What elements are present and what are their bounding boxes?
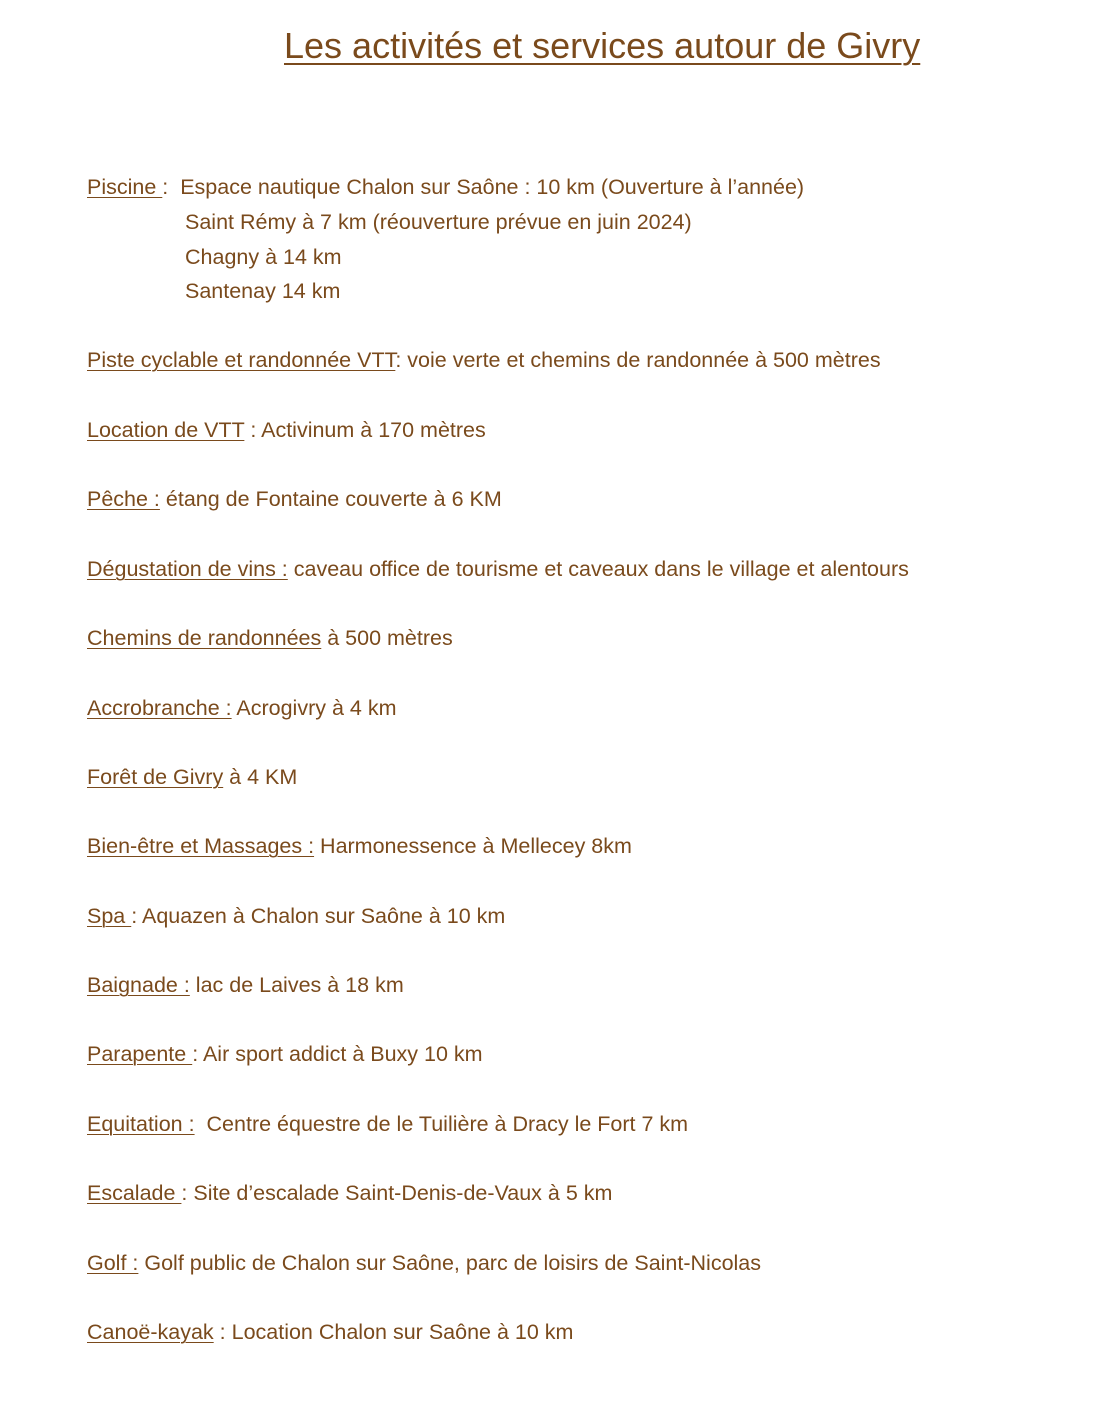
entry-label: Parapente — [87, 1042, 193, 1066]
entry-description: : Site d’escalade Saint-Denis-de-Vaux à 5 km — [181, 1181, 613, 1205]
entry-piste-cyclable — [87, 345, 881, 375]
entry-description: : Aquazen à Chalon sur Saône à 10 km — [131, 904, 506, 928]
entry-parapente — [87, 1039, 483, 1069]
entry-label: Spa — [87, 904, 132, 928]
entry-foret-givry — [87, 762, 297, 792]
entry-description: Centre équestre de le Tuilière à Dracy le Fort 7 km — [194, 1112, 689, 1136]
entry-label: Golf : — [87, 1251, 139, 1275]
entry-escalade — [87, 1178, 612, 1208]
entry-description: : voie verte et chemins de randonnée à 500 mètres — [395, 348, 881, 372]
entry-equitation — [87, 1109, 688, 1139]
entry-description: : Air sport addict à Buxy 10 km — [192, 1042, 483, 1066]
piscine-extra-line: Saint Rémy à 7 km (réouverture prévue en juin 2024) — [185, 210, 692, 234]
entry-description: étang de Fontaine couverte à 6 KM — [159, 487, 502, 511]
entry-label: Accrobranche : — [87, 696, 232, 720]
entry-label: Forêt de Givry — [87, 765, 224, 789]
entry-canoe-kayak — [87, 1317, 573, 1347]
entry-golf — [87, 1248, 761, 1278]
entry-label: Piscine — [87, 175, 163, 199]
entry-description: à 500 mètres — [321, 626, 453, 650]
entry-label: Location de VTT — [87, 418, 245, 442]
entry-peche — [87, 484, 502, 514]
entry-description: lac de Laives à 18 km — [189, 973, 404, 997]
entry-description: : Espace nautique Chalon sur Saône : 10 km (Ouverture à l’année) — [162, 175, 805, 199]
entry-label: Escalade — [87, 1181, 182, 1205]
entry-location-vtt — [87, 415, 486, 445]
entry-description: caveau office de tourisme et caveaux dans le village et alentours — [287, 557, 909, 581]
entry-label: Dégustation de vins : — [87, 557, 288, 581]
entry-baignade — [87, 970, 404, 1000]
entry-label: Pêche : — [87, 487, 160, 511]
entry-label: Canoë-kayak — [87, 1320, 214, 1344]
entry-description: : Location Chalon sur Saône à 10 km — [213, 1320, 574, 1344]
entry-description: : Activinum à 170 mètres — [244, 418, 486, 442]
entry-description: Golf public de Chalon sur Saône, parc de loisirs de Saint-Nicolas — [138, 1251, 762, 1275]
entry-spa — [87, 901, 505, 931]
entry-label: Equitation : — [87, 1112, 195, 1136]
entry-piscine — [87, 172, 804, 202]
entry-description: Acrogivry à 4 km — [231, 696, 397, 720]
entry-label: Piste cyclable et randonnée VTT — [87, 348, 396, 372]
piscine-extra-line: Chagny à 14 km — [185, 245, 342, 269]
entry-description: à 4 KM — [223, 765, 298, 789]
piscine-extra-line: Santenay 14 km — [185, 279, 341, 303]
entry-label: Bien-être et Massages : — [87, 834, 315, 858]
entry-accrobranche — [87, 693, 397, 723]
entry-bien-etre — [87, 831, 632, 861]
entry-degustation-vins — [87, 554, 909, 584]
entry-description: Harmonessence à Mellecey 8km — [314, 834, 632, 858]
page-title: Les activités et services autour de Givry — [284, 25, 921, 66]
entry-label: Chemins de randonnées — [87, 626, 322, 650]
entry-chemins-randonnees — [87, 623, 453, 653]
entry-label: Baignade : — [87, 973, 190, 997]
